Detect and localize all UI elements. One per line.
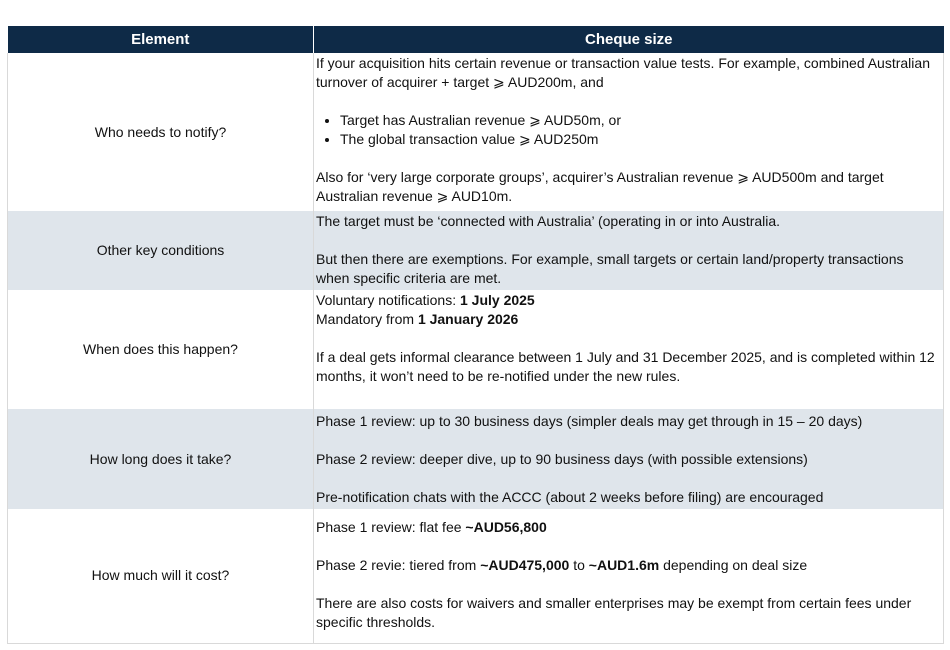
row-element-label: When does this happen? [8,290,314,409]
table-row [8,290,944,409]
phase1-fee: ~AUD56,800 [465,519,547,535]
detail-text [316,518,937,537]
row-detail [314,211,944,290]
row-element-label: How much will it cost? [8,509,314,643]
detail-text [316,310,937,329]
header-element: Element [8,26,314,53]
phase2-fee-high: ~AUD1.6m [588,557,660,573]
voluntary-date: 1 July 2025 [459,292,535,308]
row-element-label: Who needs to notify? [8,53,314,211]
mandatory-label: Mandatory from [316,311,418,327]
detail-text: Phase 1 review: up to 30 business days (simpler deals may get through in 15 – 20 days) [316,413,863,429]
row-element-label: Other key conditions [8,211,314,290]
phase2-fee-low: ~AUD475,000 [480,557,570,573]
list-item: • The global transaction value ⩾ AUD250m [340,130,937,149]
phase2-fee-to: to [569,557,589,573]
detail-text: The target must be ‘connected with Australia’ (operating in or into Australia. [316,213,781,229]
phase1-fee-label: Phase 1 review: flat fee [316,519,466,535]
detail-text: If your acquisition hits certain revenue or transaction value tests. For example, combined Australian turnover of acquirer + target ⩾ AUD200m, and [316,55,930,90]
row-detail [314,509,944,643]
list-item: • Target has Australian revenue ⩾ AUD50m, or [340,111,937,130]
detail-text [316,556,937,575]
voluntary-label: Voluntary notifications: [316,292,460,308]
detail-text: Pre-notification chats with the ACCC (about 2 weeks before filing) are encouraged [316,489,824,505]
row-element-label: How long does it take? [8,409,314,509]
detail-text: If a deal gets informal clearance between 1 July and 31 December 2025, and is completed within 12 months, it won’t need to be re-notified under the new rules. [316,349,935,384]
table-row [8,211,944,290]
mandatory-date: 1 January 2026 [417,311,519,327]
phase2-fee-label: Phase 2 revie: tiered from [316,557,481,573]
detail-text: There are also costs for waivers and smaller enterprises may be exempt from certain fees under specific thresholds. [316,595,912,630]
header-cheque-size: Cheque size [314,26,944,53]
bullet-list [316,111,937,149]
row-detail [314,290,944,409]
table-row [8,509,944,643]
detail-text [316,291,937,310]
merger-regime-table [7,26,944,644]
phase2-fee-tail: depending on deal size [659,557,808,573]
detail-text: But then there are exemptions. For example, small targets or certain land/property transactions when specific criteria are met. [316,251,904,286]
row-detail [314,409,944,509]
detail-text: Phase 2 review: deeper dive, up to 90 business days (with possible extensions) [316,451,808,467]
table-header-row [8,26,944,53]
row-detail [314,53,944,211]
table-row [8,53,944,211]
detail-text: Also for ‘very large corporate groups’, acquirer’s Australian revenue ⩾ AUD500m and target Australian revenue ⩾ AUD10m. [316,169,884,204]
table-row [8,409,944,509]
